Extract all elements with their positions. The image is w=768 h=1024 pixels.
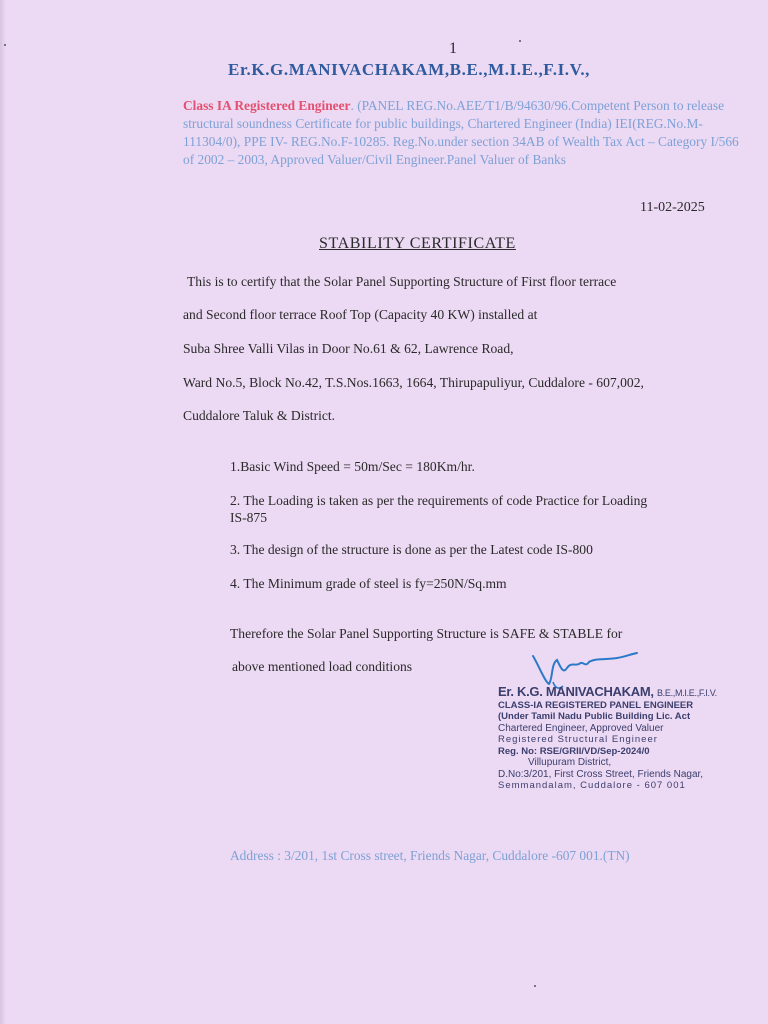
letterhead-text: . (PANEL REG.No.AEE/T1/B/94630/96.Competent Person to release structural soundness Certificate for public buildings, Chartered Engineer (India) IEI(REG.No.M-111304/0), PPE IV- REG.No.F-10285. Reg.No.under section 34AB of Wealth Tax Act – Category I/566 of 2002 – 2003, Approved Valuer/Civil Engineer.Panel Valuer of Banks (183, 98, 739, 167)
spec-item-design-code: 3. The design of the structure is done as per the Latest code IS-800 (230, 542, 593, 557)
stamp-line: CLASS-IA REGISTERED PANEL ENGINEER (498, 699, 694, 711)
spec-item-loading (230, 492, 650, 526)
paper-speck (534, 985, 536, 987)
body-line: This is to certify that the Solar Panel Supporting Structure of First floor terrace (187, 274, 617, 289)
stamp-line: Reg. No: RSE/GRII/VD/Sep-2024/0 (498, 745, 650, 757)
spec-item-wind-speed: 1.Basic Wind Speed = 50m/Sec = 180Km/hr. (230, 459, 475, 474)
stamp-name: Er. K.G. MANIVACHAKAM, (498, 686, 654, 699)
stamp-line: Registered Structural Engineer (498, 734, 658, 745)
letterhead-details (183, 97, 743, 169)
body-line: Cuddalore Taluk & District. (183, 408, 336, 423)
engineer-name-header: Er.K.G.MANIVACHAKAM,B.E.,M.I.E.,F.I.V., (228, 60, 591, 79)
footer-address: Address : 3/201, 1st Cross street, Friends Nagar, Cuddalore -607 001.(TN) (230, 848, 630, 863)
paper-speck (4, 44, 6, 46)
engineer-stamp (498, 686, 768, 792)
stamp-line: Semmandalam, Cuddalore - 607 001 (498, 780, 686, 791)
spec-item-loading-text: 2. The Loading is taken as per the requirements of code Practice for Loading IS-875 (230, 493, 648, 525)
paper-speck (519, 40, 521, 42)
signature-stroke (533, 653, 637, 684)
conclusion-line: above mentioned load conditions (232, 659, 413, 674)
page-edge-shadow (0, 0, 6, 1024)
certificate-date: 11-02-2025 (640, 200, 705, 215)
conclusion-line: Therefore the Solar Panel Supporting Structure is SAFE & STABLE for (230, 626, 623, 641)
certificate-title: STABILITY CERTIFICATE (319, 235, 516, 252)
letterhead-lead: Class IA Registered Engineer (183, 98, 351, 113)
page-number: 1 (449, 40, 457, 57)
stamp-name-line (498, 686, 768, 700)
stamp-line: Chartered Engineer, Approved Valuer (498, 722, 664, 734)
body-line: and Second floor terrace Roof Top (Capacity 40 KW) installed at (183, 307, 538, 322)
stamp-line: Villupuram District, (528, 757, 612, 768)
stamp-line: (Under Tamil Nadu Public Building Lic. Act (498, 711, 691, 722)
body-line: Ward No.5, Block No.42, T.S.Nos.1663, 1664, Thirupapuliyur, Cuddalore - 607,002, (183, 375, 644, 390)
spec-item-steel-grade: 4. The Minimum grade of steel is fy=250N/Sq.mm (230, 576, 507, 591)
body-line: Suba Shree Valli Vilas in Door No.61 & 62, Lawrence Road, (183, 341, 514, 356)
stamp-line: D.No:3/201, First Cross Street, Friends Nagar, (498, 768, 704, 780)
stamp-qualifications: B.E.,M.I.E.,F.I.V. (656, 688, 717, 698)
